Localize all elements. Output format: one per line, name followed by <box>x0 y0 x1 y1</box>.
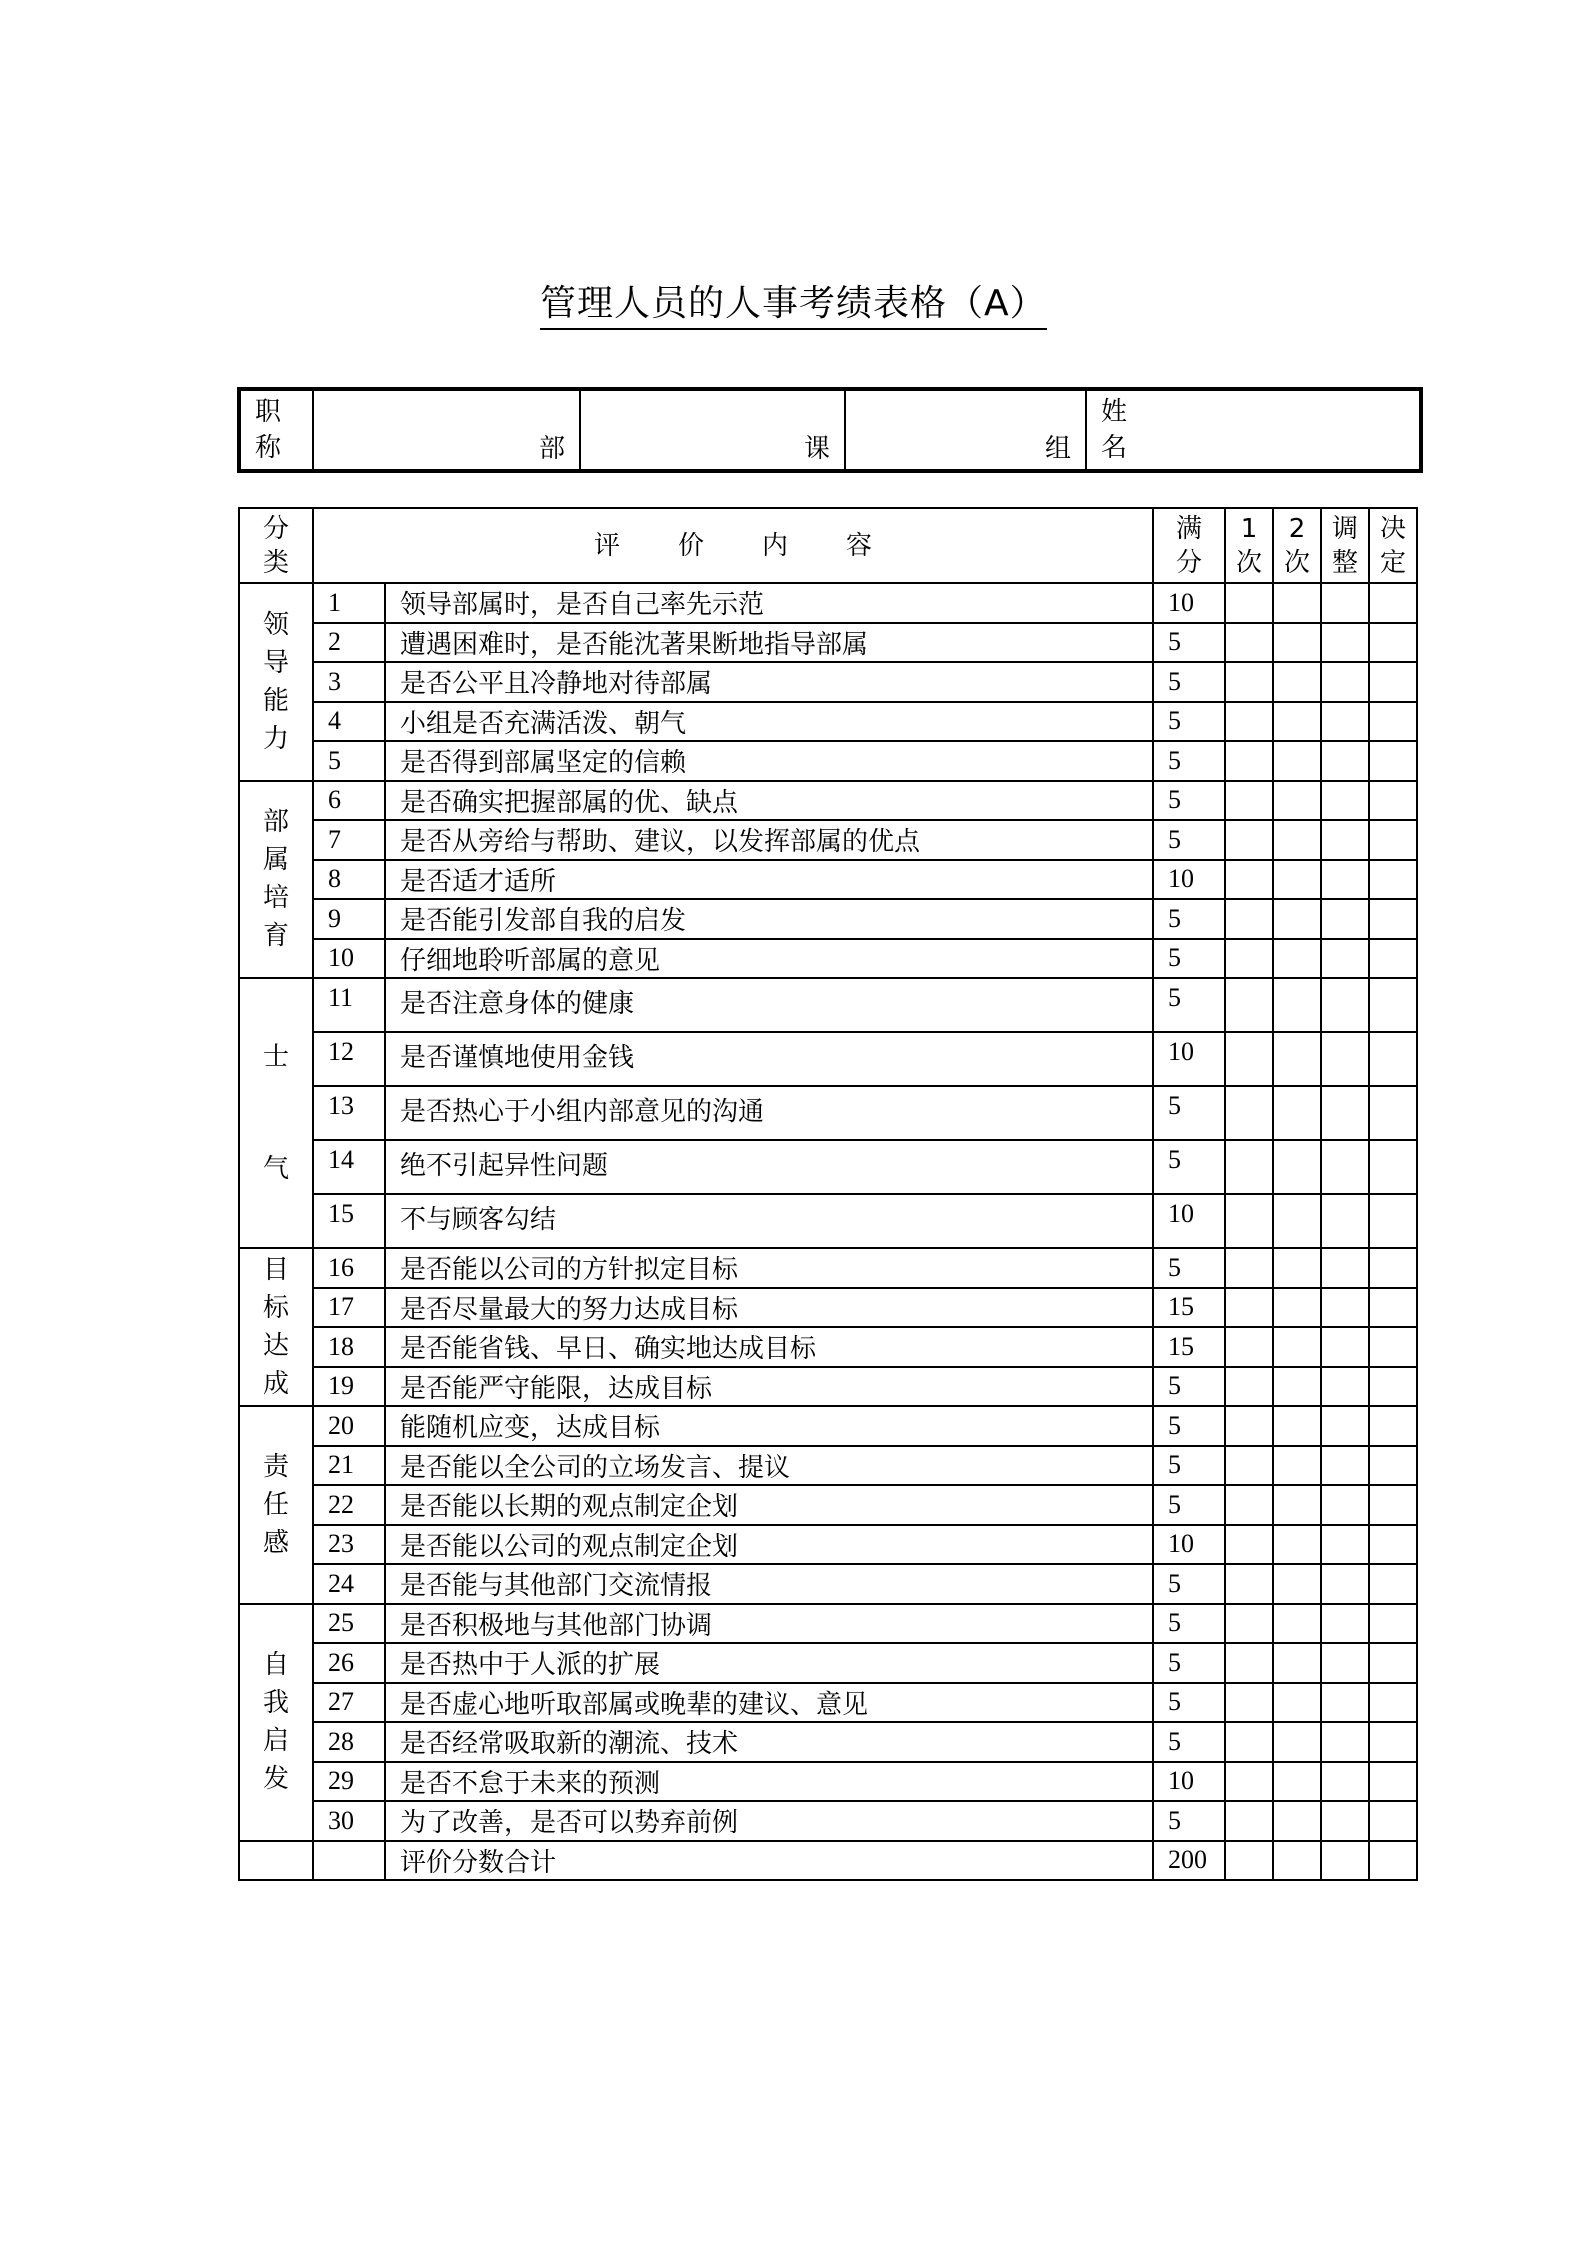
first-round-score-cell[interactable] <box>1225 741 1273 781</box>
decision-score-cell[interactable] <box>1369 623 1417 663</box>
item-full-score: 10 <box>1153 1762 1225 1802</box>
first-round-score-cell[interactable] <box>1225 1406 1273 1446</box>
second-round-score-cell[interactable] <box>1273 899 1321 939</box>
first-round-score-cell[interactable] <box>1225 1288 1273 1328</box>
table-row <box>239 781 1417 821</box>
first-round-score-cell[interactable] <box>1225 781 1273 821</box>
item-number: 17 <box>313 1288 385 1328</box>
item-full-score: 5 <box>1153 820 1225 860</box>
item-full-score: 10 <box>1153 583 1225 623</box>
table-row <box>239 662 1417 702</box>
total-decision-cell[interactable] <box>1369 1841 1417 1881</box>
item-number: 5 <box>313 741 385 781</box>
first-round-score-cell[interactable] <box>1225 623 1273 663</box>
category-label: 领 导 能 力 <box>262 609 289 754</box>
adjust-score-cell[interactable] <box>1321 1564 1369 1604</box>
header-second-round <box>1273 508 1321 583</box>
item-full-score: 5 <box>1153 1248 1225 1288</box>
table-row <box>239 1801 1417 1841</box>
second-round-score-cell[interactable] <box>1273 1525 1321 1565</box>
item-text: 是否适才适所 <box>385 860 1153 900</box>
item-full-score: 15 <box>1153 1288 1225 1328</box>
item-number: 8 <box>313 860 385 900</box>
category-cell <box>239 781 313 979</box>
category-cell <box>239 583 313 781</box>
table-row <box>239 1722 1417 1762</box>
adjust-score-cell[interactable] <box>1321 1762 1369 1802</box>
table-row <box>239 1032 1417 1086</box>
item-text: 是否能省钱、早日、确实地达成目标 <box>385 1327 1153 1367</box>
item-number: 18 <box>313 1327 385 1367</box>
item-text: 是否从旁给与帮助、建议，以发挥部属的优点 <box>385 820 1153 860</box>
table-row <box>239 1140 1417 1194</box>
second-round-score-cell[interactable] <box>1273 1406 1321 1446</box>
second-round-score-cell[interactable] <box>1273 1643 1321 1683</box>
second-round-score-cell[interactable] <box>1273 1086 1321 1140</box>
header-label: 2 次 <box>1284 513 1311 578</box>
item-text: 是否能严守能限，达成目标 <box>385 1367 1153 1407</box>
decision-score-cell[interactable] <box>1369 1367 1417 1407</box>
second-round-score-cell[interactable] <box>1273 702 1321 742</box>
adjust-score-cell[interactable] <box>1321 623 1369 663</box>
second-round-score-cell[interactable] <box>1273 1288 1321 1328</box>
adjust-score-cell[interactable] <box>1321 1446 1369 1486</box>
category-label: 目 标 达 成 <box>262 1255 289 1399</box>
table-row <box>239 1367 1417 1407</box>
total-full-score: 200 <box>1153 1841 1225 1881</box>
item-number: 4 <box>313 702 385 742</box>
item-number: 10 <box>313 939 385 979</box>
job-title-label-text: 职 称 <box>255 397 282 463</box>
decision-score-cell[interactable] <box>1369 1140 1417 1194</box>
second-round-score-cell[interactable] <box>1273 1327 1321 1367</box>
adjust-score-cell[interactable] <box>1321 1406 1369 1446</box>
evaluation-table <box>238 507 1418 1881</box>
item-text: 是否能与其他部门交流情报 <box>385 1564 1153 1604</box>
category-cell <box>239 1248 313 1406</box>
item-full-score: 5 <box>1153 623 1225 663</box>
first-round-score-cell[interactable] <box>1225 820 1273 860</box>
header-label: 调 整 <box>1332 513 1359 578</box>
header-label: 1 次 <box>1236 513 1263 578</box>
second-round-score-cell[interactable] <box>1273 583 1321 623</box>
adjust-score-cell[interactable] <box>1321 1367 1369 1407</box>
table-row <box>239 583 1417 623</box>
item-text: 领导部属时，是否自己率先示范 <box>385 583 1153 623</box>
group-field[interactable] <box>845 389 1086 471</box>
first-round-score-cell[interactable] <box>1225 978 1273 1032</box>
decision-score-cell[interactable] <box>1369 1801 1417 1841</box>
table-row <box>239 1194 1417 1248</box>
total-row <box>239 1841 1417 1881</box>
item-full-score: 10 <box>1153 860 1225 900</box>
category-cell <box>239 1604 313 1841</box>
item-full-score: 5 <box>1153 1801 1225 1841</box>
adjust-score-cell[interactable] <box>1321 820 1369 860</box>
item-number: 21 <box>313 1446 385 1486</box>
decision-score-cell[interactable] <box>1369 702 1417 742</box>
table-row <box>239 860 1417 900</box>
first-round-score-cell[interactable] <box>1225 1032 1273 1086</box>
item-text: 遭遇困难时，是否能沈著果断地指导部属 <box>385 623 1153 663</box>
item-full-score: 5 <box>1153 1643 1225 1683</box>
item-text: 是否能以长期的观点制定企划 <box>385 1485 1153 1525</box>
first-round-score-cell[interactable] <box>1225 1564 1273 1604</box>
item-text: 能随机应变，达成目标 <box>385 1406 1153 1446</box>
first-round-score-cell[interactable] <box>1225 1722 1273 1762</box>
department-field[interactable] <box>313 389 580 471</box>
item-full-score: 5 <box>1153 1367 1225 1407</box>
item-text: 是否积极地与其他部门协调 <box>385 1604 1153 1644</box>
category-label: 士 气 <box>262 1042 289 1184</box>
item-text: 小组是否充满活泼、朝气 <box>385 702 1153 742</box>
adjust-score-cell[interactable] <box>1321 1683 1369 1723</box>
decision-score-cell[interactable] <box>1369 1564 1417 1604</box>
table-row <box>239 1643 1417 1683</box>
table-row <box>239 1327 1417 1367</box>
second-round-score-cell[interactable] <box>1273 1604 1321 1644</box>
item-text: 是否热心于小组内部意见的沟通 <box>385 1086 1153 1140</box>
decision-score-cell[interactable] <box>1369 1485 1417 1525</box>
category-label: 责 任 感 <box>262 1451 289 1558</box>
item-full-score: 5 <box>1153 1604 1225 1644</box>
decision-score-cell[interactable] <box>1369 939 1417 979</box>
adjust-score-cell[interactable] <box>1321 702 1369 742</box>
item-full-score: 5 <box>1153 1086 1225 1140</box>
item-full-score: 5 <box>1153 662 1225 702</box>
first-round-score-cell[interactable] <box>1225 1446 1273 1486</box>
second-round-score-cell[interactable] <box>1273 1762 1321 1802</box>
table-row <box>239 623 1417 663</box>
table-row <box>239 1683 1417 1723</box>
total-category-cell <box>239 1841 313 1881</box>
adjust-score-cell[interactable] <box>1321 1722 1369 1762</box>
table-row <box>239 1564 1417 1604</box>
second-round-score-cell[interactable] <box>1273 1801 1321 1841</box>
adjust-score-cell[interactable] <box>1321 1327 1369 1367</box>
item-full-score: 5 <box>1153 741 1225 781</box>
first-round-score-cell[interactable] <box>1225 899 1273 939</box>
decision-score-cell[interactable] <box>1369 1604 1417 1644</box>
second-round-score-cell[interactable] <box>1273 1367 1321 1407</box>
item-full-score: 5 <box>1153 702 1225 742</box>
item-full-score: 5 <box>1153 1485 1225 1525</box>
item-text: 是否能以公司的方针拟定目标 <box>385 1248 1153 1288</box>
table-row <box>239 1762 1417 1802</box>
adjust-score-cell[interactable] <box>1321 1032 1369 1086</box>
header-first-round <box>1225 508 1273 583</box>
item-number: 25 <box>313 1604 385 1644</box>
item-full-score: 5 <box>1153 978 1225 1032</box>
item-full-score: 5 <box>1153 1406 1225 1446</box>
item-full-score: 5 <box>1153 781 1225 821</box>
first-round-score-cell[interactable] <box>1225 1683 1273 1723</box>
total-adjust-cell[interactable] <box>1321 1841 1369 1881</box>
item-full-score: 5 <box>1153 1683 1225 1723</box>
group-label: 组 <box>1044 434 1071 464</box>
item-number: 26 <box>313 1643 385 1683</box>
header-label: 满 分 <box>1176 513 1203 578</box>
name-field[interactable] <box>1086 389 1421 471</box>
item-number: 22 <box>313 1485 385 1525</box>
category-cell <box>239 978 313 1248</box>
item-text: 是否谨慎地使用金钱 <box>385 1032 1153 1086</box>
adjust-score-cell[interactable] <box>1321 899 1369 939</box>
department-label: 部 <box>538 434 565 464</box>
item-number: 13 <box>313 1086 385 1140</box>
item-text: 是否尽量最大的努力达成目标 <box>385 1288 1153 1328</box>
second-round-score-cell[interactable] <box>1273 1446 1321 1486</box>
first-round-score-cell[interactable] <box>1225 1604 1273 1644</box>
decision-score-cell[interactable] <box>1369 1327 1417 1367</box>
second-round-score-cell[interactable] <box>1273 1194 1321 1248</box>
category-label: 部 属 培 育 <box>262 807 289 952</box>
adjust-score-cell[interactable] <box>1321 662 1369 702</box>
first-round-score-cell[interactable] <box>1225 1140 1273 1194</box>
adjust-score-cell[interactable] <box>1321 1248 1369 1288</box>
section-label: 课 <box>803 434 830 464</box>
second-round-score-cell[interactable] <box>1273 939 1321 979</box>
item-full-score: 10 <box>1153 1032 1225 1086</box>
item-full-score: 5 <box>1153 1140 1225 1194</box>
decision-score-cell[interactable] <box>1369 899 1417 939</box>
decision-score-cell[interactable] <box>1369 820 1417 860</box>
decision-score-cell[interactable] <box>1369 1762 1417 1802</box>
second-round-score-cell[interactable] <box>1273 1485 1321 1525</box>
decision-score-cell[interactable] <box>1369 1406 1417 1446</box>
first-round-score-cell[interactable] <box>1225 1327 1273 1367</box>
item-full-score: 5 <box>1153 1722 1225 1762</box>
first-round-score-cell[interactable] <box>1225 939 1273 979</box>
table-row <box>239 1525 1417 1565</box>
item-text: 是否能以全公司的立场发言、提议 <box>385 1446 1153 1486</box>
section-field[interactable] <box>580 389 845 471</box>
item-number: 15 <box>313 1194 385 1248</box>
decision-score-cell[interactable] <box>1369 1248 1417 1288</box>
header-label: 决 定 <box>1380 513 1407 578</box>
decision-score-cell[interactable] <box>1369 583 1417 623</box>
second-round-score-cell[interactable] <box>1273 741 1321 781</box>
second-round-score-cell[interactable] <box>1273 1032 1321 1086</box>
first-round-score-cell[interactable] <box>1225 1525 1273 1565</box>
item-text: 绝不引起异性问题 <box>385 1140 1153 1194</box>
table-row <box>239 939 1417 979</box>
job-title-label <box>239 389 313 471</box>
first-round-score-cell[interactable] <box>1225 702 1273 742</box>
item-text: 是否虚心地听取部属或晚辈的建议、意见 <box>385 1683 1153 1723</box>
decision-score-cell[interactable] <box>1369 860 1417 900</box>
first-round-score-cell[interactable] <box>1225 1248 1273 1288</box>
total-label: 评价分数合计 <box>385 1841 1153 1881</box>
decision-score-cell[interactable] <box>1369 1722 1417 1762</box>
decision-score-cell[interactable] <box>1369 781 1417 821</box>
header-category <box>239 508 313 583</box>
item-text: 是否确实把握部属的优、缺点 <box>385 781 1153 821</box>
item-text: 是否能引发部自我的启发 <box>385 899 1153 939</box>
decision-score-cell[interactable] <box>1369 662 1417 702</box>
decision-score-cell[interactable] <box>1369 1643 1417 1683</box>
item-number: 2 <box>313 623 385 663</box>
adjust-score-cell[interactable] <box>1321 741 1369 781</box>
table-row <box>239 702 1417 742</box>
table-row <box>239 741 1417 781</box>
first-round-score-cell[interactable] <box>1225 583 1273 623</box>
second-round-score-cell[interactable] <box>1273 1140 1321 1194</box>
decision-score-cell[interactable] <box>1369 1194 1417 1248</box>
decision-score-cell[interactable] <box>1369 978 1417 1032</box>
item-text: 是否能以公司的观点制定企划 <box>385 1525 1153 1565</box>
item-text: 为了改善，是否可以势弃前例 <box>385 1801 1153 1841</box>
header-adjust <box>1321 508 1369 583</box>
item-text: 是否公平且冷静地对待部属 <box>385 662 1153 702</box>
item-full-score: 5 <box>1153 1564 1225 1604</box>
second-round-score-cell[interactable] <box>1273 1564 1321 1604</box>
item-number: 29 <box>313 1762 385 1802</box>
table-row <box>239 1406 1417 1446</box>
total-first-round-cell[interactable] <box>1225 1841 1273 1881</box>
adjust-score-cell[interactable] <box>1321 1525 1369 1565</box>
item-number: 14 <box>313 1140 385 1194</box>
header-decision <box>1369 508 1417 583</box>
item-number: 12 <box>313 1032 385 1086</box>
second-round-score-cell[interactable] <box>1273 781 1321 821</box>
item-number: 23 <box>313 1525 385 1565</box>
table-row <box>239 1086 1417 1140</box>
table-row <box>239 1288 1417 1328</box>
item-text: 是否经常吸取新的潮流、技术 <box>385 1722 1153 1762</box>
decision-score-cell[interactable] <box>1369 1683 1417 1723</box>
item-text: 是否得到部属坚定的信赖 <box>385 741 1153 781</box>
decision-score-cell[interactable] <box>1369 1086 1417 1140</box>
first-round-score-cell[interactable] <box>1225 1643 1273 1683</box>
item-number: 19 <box>313 1367 385 1407</box>
second-round-score-cell[interactable] <box>1273 978 1321 1032</box>
first-round-score-cell[interactable] <box>1225 1194 1273 1248</box>
table-row <box>239 978 1417 1032</box>
item-number: 6 <box>313 781 385 821</box>
first-round-score-cell[interactable] <box>1225 1485 1273 1525</box>
item-text: 是否注意身体的健康 <box>385 978 1153 1032</box>
category-label: 自 我 启 发 <box>262 1650 289 1794</box>
employee-info-table <box>237 387 1423 473</box>
item-full-score: 15 <box>1153 1327 1225 1367</box>
second-round-score-cell[interactable] <box>1273 1683 1321 1723</box>
item-number: 28 <box>313 1722 385 1762</box>
total-second-round-cell[interactable] <box>1273 1841 1321 1881</box>
header-full-score <box>1153 508 1225 583</box>
name-label: 姓 名 <box>1101 397 1128 463</box>
adjust-score-cell[interactable] <box>1321 1194 1369 1248</box>
table-row <box>239 1485 1417 1525</box>
item-number: 20 <box>313 1406 385 1446</box>
category-cell <box>239 1406 313 1604</box>
item-number: 30 <box>313 1801 385 1841</box>
item-number: 24 <box>313 1564 385 1604</box>
item-full-score: 5 <box>1153 899 1225 939</box>
first-round-score-cell[interactable] <box>1225 1762 1273 1802</box>
total-number-cell <box>313 1841 385 1881</box>
item-number: 1 <box>313 583 385 623</box>
first-round-score-cell[interactable] <box>1225 662 1273 702</box>
item-number: 16 <box>313 1248 385 1288</box>
item-full-score: 5 <box>1153 939 1225 979</box>
item-text: 是否热中于人派的扩展 <box>385 1643 1153 1683</box>
adjust-score-cell[interactable] <box>1321 781 1369 821</box>
item-text: 是否不怠于未来的预测 <box>385 1762 1153 1802</box>
item-text: 不与顾客勾结 <box>385 1194 1153 1248</box>
adjust-score-cell[interactable] <box>1321 1643 1369 1683</box>
adjust-score-cell[interactable] <box>1321 1604 1369 1644</box>
second-round-score-cell[interactable] <box>1273 662 1321 702</box>
decision-score-cell[interactable] <box>1369 1288 1417 1328</box>
adjust-score-cell[interactable] <box>1321 1801 1369 1841</box>
item-number: 9 <box>313 899 385 939</box>
header-row <box>239 508 1417 583</box>
adjust-score-cell[interactable] <box>1321 1288 1369 1328</box>
header-content: 评价内容 <box>313 508 1153 583</box>
adjust-score-cell[interactable] <box>1321 1140 1369 1194</box>
item-number: 7 <box>313 820 385 860</box>
item-full-score: 10 <box>1153 1194 1225 1248</box>
item-full-score: 5 <box>1153 1446 1225 1486</box>
decision-score-cell[interactable] <box>1369 1032 1417 1086</box>
header-label: 分 类 <box>262 513 289 578</box>
second-round-score-cell[interactable] <box>1273 623 1321 663</box>
item-number: 11 <box>313 978 385 1032</box>
item-number: 3 <box>313 662 385 702</box>
table-row <box>239 1248 1417 1288</box>
first-round-score-cell[interactable] <box>1225 1801 1273 1841</box>
first-round-score-cell[interactable] <box>1225 1367 1273 1407</box>
second-round-score-cell[interactable] <box>1273 1722 1321 1762</box>
second-round-score-cell[interactable] <box>1273 820 1321 860</box>
page-title: 管理人员的人事考绩表格（A） <box>540 282 1047 330</box>
item-full-score: 10 <box>1153 1525 1225 1565</box>
second-round-score-cell[interactable] <box>1273 1248 1321 1288</box>
adjust-score-cell[interactable] <box>1321 978 1369 1032</box>
decision-score-cell[interactable] <box>1369 1446 1417 1486</box>
first-round-score-cell[interactable] <box>1225 860 1273 900</box>
table-row <box>239 1446 1417 1486</box>
table-row <box>239 820 1417 860</box>
adjust-score-cell[interactable] <box>1321 1086 1369 1140</box>
table-row <box>239 899 1417 939</box>
adjust-score-cell[interactable] <box>1321 860 1369 900</box>
item-text: 仔细地聆听部属的意见 <box>385 939 1153 979</box>
table-row <box>239 1604 1417 1644</box>
adjust-score-cell[interactable] <box>1321 583 1369 623</box>
adjust-score-cell[interactable] <box>1321 1485 1369 1525</box>
decision-score-cell[interactable] <box>1369 741 1417 781</box>
item-number: 27 <box>313 1683 385 1723</box>
adjust-score-cell[interactable] <box>1321 939 1369 979</box>
first-round-score-cell[interactable] <box>1225 1086 1273 1140</box>
decision-score-cell[interactable] <box>1369 1525 1417 1565</box>
second-round-score-cell[interactable] <box>1273 860 1321 900</box>
